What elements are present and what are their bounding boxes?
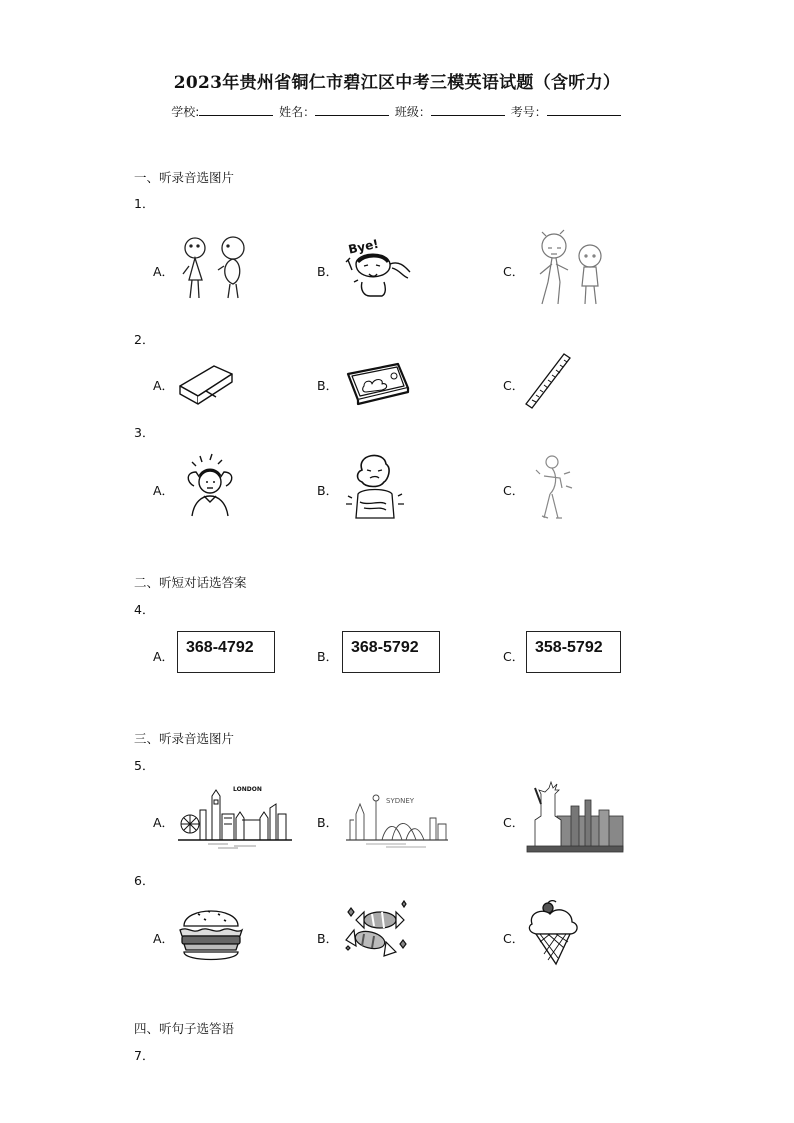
skyline-caption: LONDON — [233, 786, 262, 793]
section-title: 三、听录音选图片 — [134, 731, 235, 746]
section-title: 四、听句子选答语 — [134, 1021, 235, 1036]
option-label[interactable]: C． — [503, 483, 525, 498]
page-title: 2023年贵州省铜仁市碧江区中考三模英语试题（含听力） — [173, 73, 621, 93]
section-title: 一、听录音选图片 — [134, 170, 235, 185]
sydney-skyline-icon — [346, 790, 448, 850]
hamburger-icon — [178, 902, 244, 964]
option-label[interactable]: A． — [153, 483, 175, 498]
stomachache-woman-icon — [340, 448, 412, 524]
skyline-caption: SYDNEY — [386, 797, 415, 805]
option-label[interactable]: C． — [503, 931, 525, 946]
phone-number-box[interactable]: 368-5792 — [342, 631, 440, 673]
question-number: 2． — [134, 332, 155, 347]
pencil-box-icon — [342, 360, 412, 406]
svg-text:Bye!: Bye! — [347, 236, 380, 257]
candy-icon — [340, 898, 418, 960]
class-label: 班级： — [394, 105, 431, 119]
option-label[interactable]: C． — [503, 378, 525, 393]
two-people-talking-icon — [178, 232, 252, 304]
headache-man-icon — [176, 452, 244, 520]
question-number: 5． — [134, 758, 155, 773]
ruler-icon — [524, 352, 574, 412]
option-label[interactable]: B． — [317, 483, 339, 498]
phone-number-box[interactable]: 358-5792 — [526, 631, 621, 673]
name-label: 姓名： — [279, 105, 316, 119]
new-york-skyline-icon — [527, 780, 623, 854]
option-label[interactable]: C． — [503, 815, 525, 830]
option-label[interactable]: A． — [153, 815, 175, 830]
girl-waving-bye-icon — [342, 234, 414, 302]
school-blank[interactable] — [199, 103, 273, 116]
question-number: 1． — [134, 196, 155, 211]
question-number: 4． — [134, 602, 155, 617]
option-label[interactable]: B． — [317, 931, 339, 946]
phone-number-box[interactable]: 368-4792 — [177, 631, 275, 673]
ice-cream-icon — [526, 900, 584, 968]
option-label[interactable]: C． — [503, 649, 525, 664]
london-skyline-icon — [178, 784, 292, 852]
name-blank[interactable] — [315, 103, 389, 116]
exam-number-label: 考号： — [510, 105, 547, 119]
class-blank[interactable] — [431, 103, 505, 116]
school-label: 学校: — [171, 105, 200, 119]
option-label[interactable]: B． — [317, 649, 339, 664]
backache-person-icon — [532, 452, 580, 524]
question-number: 7． — [134, 1048, 155, 1063]
exam-number-blank[interactable] — [547, 103, 621, 116]
two-people-arguing-icon — [530, 228, 612, 308]
student-info-line — [0, 103, 794, 120]
eraser-icon — [176, 360, 236, 406]
section-title: 二、听短对话选答案 — [134, 575, 247, 590]
option-label[interactable]: B． — [317, 815, 339, 830]
option-label[interactable]: A． — [153, 931, 175, 946]
question-number: 3． — [134, 425, 155, 440]
question-number: 6． — [134, 873, 155, 888]
option-label[interactable]: A． — [153, 649, 175, 664]
option-label[interactable]: B． — [317, 264, 339, 279]
option-label[interactable]: A． — [153, 264, 175, 279]
option-label[interactable]: C． — [503, 264, 525, 279]
option-label[interactable]: B． — [317, 378, 339, 393]
option-label[interactable]: A． — [153, 378, 175, 393]
